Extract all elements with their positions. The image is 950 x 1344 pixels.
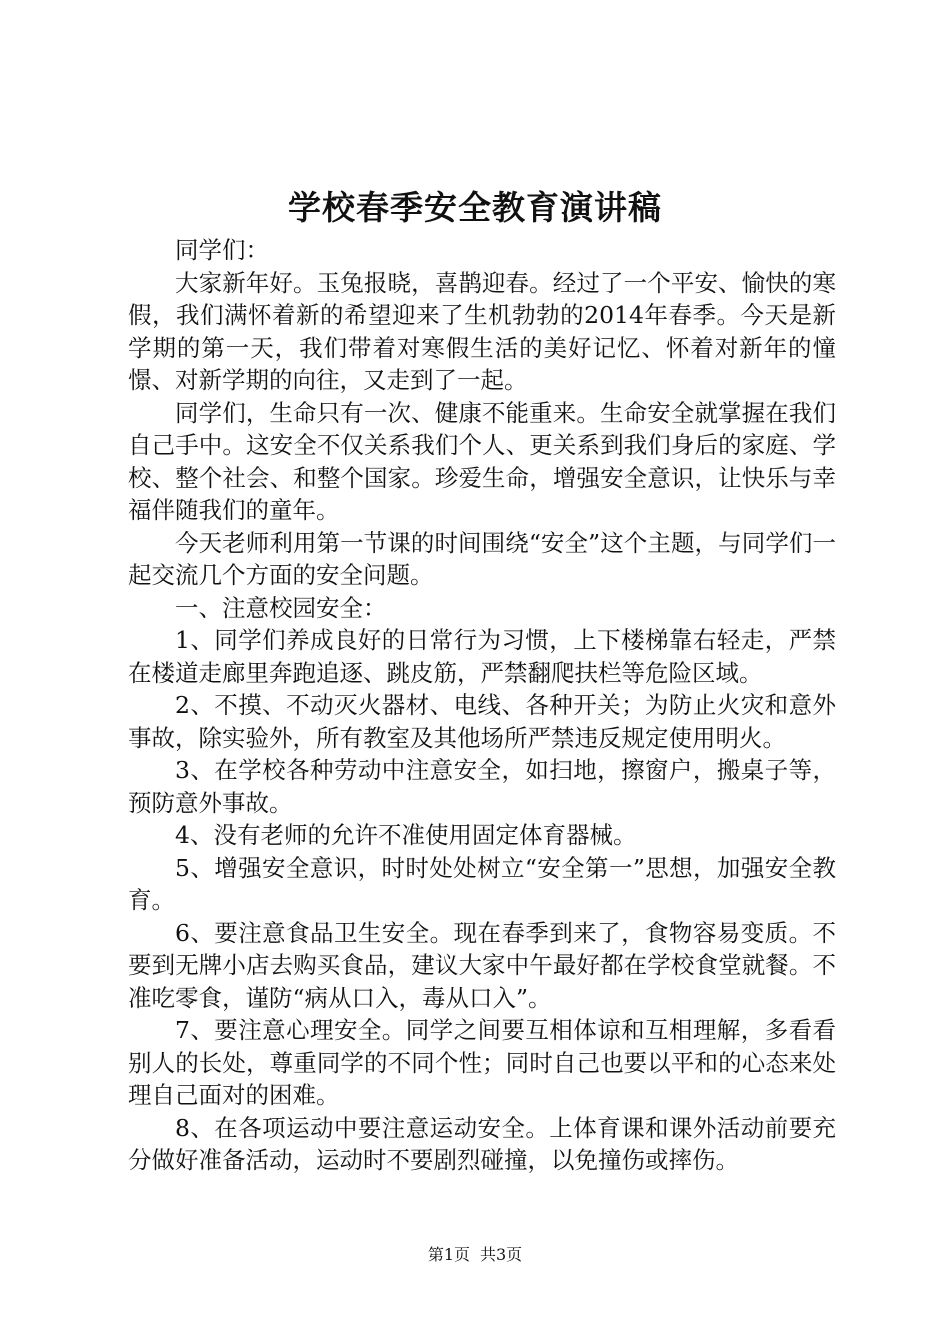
paragraph-intro: 大家新年好。玉兔报晓，喜鹊迎春。经过了一个平安、愉快的寒假，我们满怀着新的希望迎来了生机勃勃的2014年春季。今天是新学期的第一天，我们带着对寒假生活的美好记忆、怀着对新年的憧憬、对新学期的向往，又走到了一起。 [128, 268, 836, 394]
list-item: 3、在学校各种劳动中注意安全，如扫地，擦窗户，搬桌子等，预防意外事故。 [128, 756, 836, 817]
document-body [128, 234, 836, 1177]
list-item: 7、要注意心理安全。同学之间要互相体谅和互相理解，多看看别人的长处，尊重同学的不同个性；同时自己也要以平和的心态来处理自己面对的困难。 [128, 1016, 836, 1109]
paragraph-greeting: 同学们： [175, 236, 269, 264]
paragraph-topic: 今天老师利用第一节课的时间围绕“安全”这个主题，与同学们一起交流几个方面的安全问题。 [128, 528, 836, 589]
page-total: 共3页 [480, 1245, 523, 1264]
list-item: 8、在各项运动中要注意运动安全。上体育课和课外活动前要充分做好准备活动，运动时不要剧烈碰撞，以免撞伤或摔伤。 [128, 1113, 836, 1174]
paragraph-life: 同学们，生命只有一次、健康不能重来。生命安全就掌握在我们自己手中。这安全不仅关系我们个人、更关系到我们身后的家庭、学校、整个社会、和整个国家。珍爱生命，增强安全意识，让快乐与幸福伴随我们的童年。 [128, 398, 836, 524]
list-item: 2、不摸、不动灭火器材、电线、各种开关；为防止火灾和意外事故，除实验外，所有教室及其他场所严禁违反规定使用明火。 [128, 691, 836, 752]
list-item: 4、没有老师的允许不准使用固定体育器械。 [175, 821, 637, 849]
list-item: 6、要注意食品卫生安全。现在春季到来了，食物容易变质。不要到无牌小店去购买食品，建议大家中午最好都在学校食堂就餐。不准吃零食，谨防“病从口入，毒从口入”。 [128, 918, 836, 1012]
list-item: 1、同学们养成良好的日常行为习惯，上下楼梯靠右轻走，严禁在楼道走廊里奔跑追逐、跳皮筋，严禁翻爬扶栏等危险区域。 [128, 626, 836, 687]
section-heading: 一、注意校园安全： [175, 593, 387, 622]
page-footer [0, 1243, 950, 1267]
list-item: 5、增强安全意识，时时处处树立“安全第一”思想，加强安全教育。 [128, 853, 836, 914]
document-title: 学校春季安全教育演讲稿 [288, 188, 662, 227]
page-number: 第1页 [427, 1245, 470, 1264]
